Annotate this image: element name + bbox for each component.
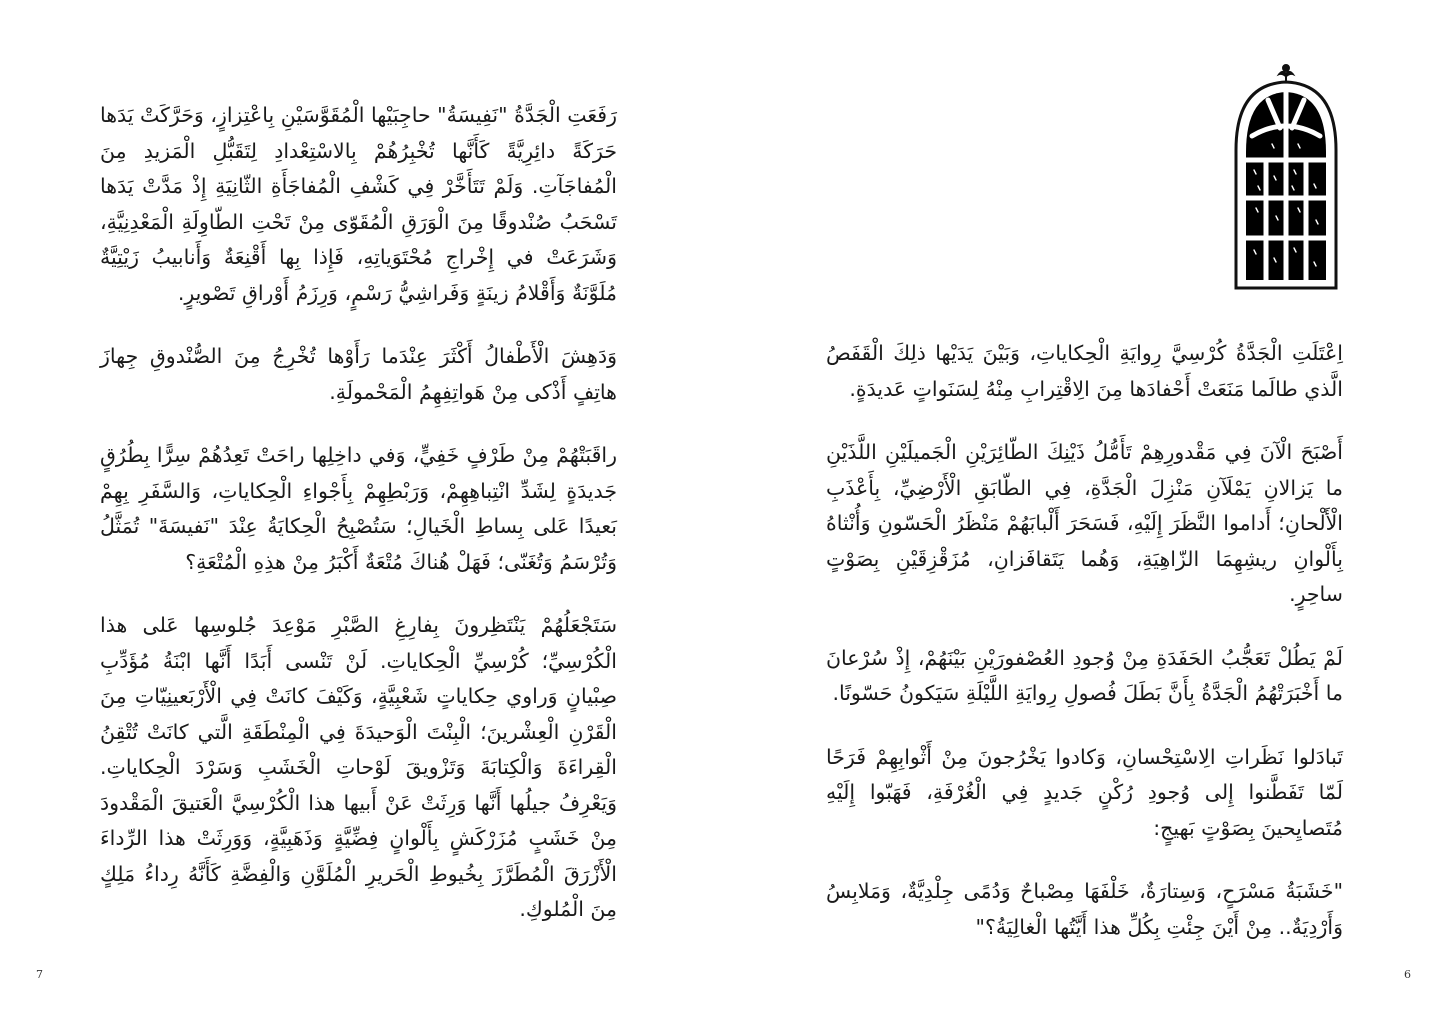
paragraph: أَصْبَحَ الْآنَ فِي مَقْدورِهِمْ تَأَمُّلُ ذَيْنِكَ الطّائِرَيْنِ الْجَميلَيْنِ اللَّذَيْنِ ما يَزالانِ يَمْلَآنِ مَنْزِلَ الْجَدَّةِ، فِي الطّابَقِ الْأَرْضِيِّ، بِأَعْذَبِ الْأَلْحانِ؛ أَداموا النَّظَرَ إِلَيْهِ، فَسَحَرَ أَلْبابَهُمْ مَنْظَرُ الْحَسّونِ وَأُنْثاهُ بِأَلْوانِ ريشِهِمَا الزّاهِيَةِ، وَهُما يَتَقافَزانِ، مُزَقْزِقَيْنِ بِصَوْتٍ ساحِرٍ. bbox=[826, 440, 1343, 606]
paragraph: راقَبَتْهُمْ مِنْ طَرْفٍ خَفِيٍّ، وَفي داخِلِها راحَتْ تَعِدُهُمْ سِرًّا بِطُرُقٍ جَديدَةٍ لِشَدِّ انْتِباهِهِمْ، وَرَبْطِهِمْ بِأَجْواءِ الْحِكاياتِ، وَالسَّفَرِ بِهِمْ بَعيدًا عَلى بِساطِ الْخَيالِ؛ سَتُصْبِحُ الْحِكايَةُ عِنْدَ "نَفيسَةَ" تُمَثَّلُ وَتُرْسَمُ وَتُغَنّى؛ فَهَلْ هُناكَ مُتْعَةٌ أَكْبَرُ مِنْ هذِهِ الْمُتْعَةِ؟ bbox=[100, 443, 617, 574]
paragraph: لَمْ يَطُلْ تَعَجُّبُ الحَفَدَةِ مِنْ وُجودِ العُصْفورَيْنِ بَيْنَهُمْ، إِذْ سُرْعانَ ما أَخْبَرَتْهُمُ الْجَدَّةُ بِأَنَّ بَطَلَ فُصولِ رِوايَةِ اللَّيْلَةِ سَيَكونُ حَسّونًا. bbox=[826, 645, 1343, 705]
paragraph: "خَشَبَةُ مَسْرَحٍ، وَسِتارَةٌ، خَلْفَهَا مِصْباحٌ وَدُمًى جِلْدِيَّةٌ، وَمَلابِسُ وَأَرْدِيَةٌ.. مِنْ أَيْنَ جِئْتِ بِكُلِّ هذا أَيَّتُها الْغالِيَةُ؟" bbox=[826, 879, 1343, 939]
arched-window-icon bbox=[1228, 58, 1344, 294]
page-number: 6 bbox=[1404, 968, 1411, 981]
paragraph: رَفَعَتِ الْجَدَّةُ "نَفِيسَةُ" حاجِبَيْها الْمُقَوَّسَيْنِ بِاعْتِزازٍ، وَحَرَّكَتْ يَدَها حَرَكَةً دائِرِيَّةً كَأَنَّها تُخْبِرُهُمْ بِالاسْتِعْدادِ لِتَقَبُّلِ الْمَزيدِ مِنَ الْمُفاجَآتِ. وَلَمْ تَتَأَخَّرْ فِي كَشْفِ الْمُفاجَأَةِ الثّانِيَةِ إِذْ مَدَّتْ يَدَها تَسْحَبُ صُنْدوقًا مِنَ الْوَرَقِ الْمُقَوّى مِنْ تَحْتِ الطّاوِلَةِ الْمَعْدِنِيَّةِ، وَشَرَعَتْ في إِخْراجِ مُحْتَوَياتِهِ، فَإِذا بِها أَقْنِعَةٌ وَأَنابيبُ زَيْتِيَّةٌ مُلَوَّنَةٌ وَأَقْلامُ زينَةٍ وَفَراشِيُّ رَسْمٍ، وَرِزَمُ أَوْراقِ تَصْويرٍ. bbox=[100, 103, 617, 305]
page-number: 7 bbox=[36, 968, 43, 981]
right-page bbox=[723, 0, 1445, 1020]
finial-ornament bbox=[1278, 65, 1294, 83]
paragraph: تَبادَلوا نَظَراتِ الِاسْتِحْسانِ، وَكادوا يَخْرُجونَ مِنْ أَثْوابِهِمْ فَرَحًا لَمّا تَفَطَّنوا إِلى وُجودِ رُكْنٍ جَديدٍ فِي الْغُرْفَةِ، فَهَبّوا إِلَيْهِ مُتَصايِحينَ بِصَوْتٍ بَهيجٍ: bbox=[826, 744, 1343, 840]
left-page bbox=[0, 0, 722, 1020]
right-page-text bbox=[826, 336, 1343, 973]
left-page-text bbox=[100, 98, 617, 956]
paragraph: وَدَهِشَ الْأَطْفالُ أَكْثَرَ عِنْدَما رَأَوْها تُخْرِجُ مِنَ الصُّنْدوقِ جِهازَ هاتِفٍ أَذْكى مِنْ هَواتِفِهِمُ الْمَحْمولَةِ. bbox=[100, 344, 617, 404]
paragraph: سَتَجْعَلُهُمْ يَنْتَظِرونَ بِفارِغِ الصَّبْرِ مَوْعِدَ جُلوسِها عَلى هذا الْكُرْسِيِّ؛ كُرْسِيِّ الْحِكاياتِ. لَنْ تَنْسى أَبَدًا أَنَّها ابْنَةُ مُؤَدِّبِ صِبْيانٍ وَراوي حِكاياتٍ شَعْبِيَّةٍ، وَكَيْفَ كانَتْ فِي الْأَرْبَعينِيّاتِ مِنَ الْقَرْنِ الْعِشْرينَ؛ الْبِنْتَ الْوَحيدَةَ فِي الْمِنْطَقَةِ الَّتي كانَتْ تُتْقِنُ الْقِراءَةَ وَالْكِتابَةَ وَتَزْويقَ لَوْحاتِ الْخَشَبِ وَسَرْدَ الْحِكاياتِ. وَيَعْرِفُ جيلُها أَنَّها وَرِثَتْ عَنْ أَبيها هذا الْكُرْسِيَّ الْعَتيقَ الْمَقْدودَ مِنْ خَشَبٍ مُزَرْكَشٍ بِأَلْوانٍ فِضِّيَّةٍ وَذَهَبِيَّةٍ، وَوَرِثَتْ هذا الرِّداءَ الْأَزْرَقَ الْمُطَرَّزَ بِخُيوطِ الْحَريرِ الْمُلَوَّنِ وَالْفِضَّةِ كَأَنَّهُ رِداءُ مَلِكٍ مِنَ الْمُلوكِ. bbox=[100, 613, 617, 921]
paragraph: اِعْتَلَتِ الْجَدَّةُ كُرْسِيَّ رِوايَةِ الْحِكاياتِ، وَبَيْنَ يَدَيْها ذلِكَ الْقَفَصُ الَّذي طالَما مَنَعَتْ أَحْفادَها مِنَ الِاقْتِرابِ مِنْهُ لِسَنَواتٍ عَديدَةٍ. bbox=[826, 341, 1343, 401]
